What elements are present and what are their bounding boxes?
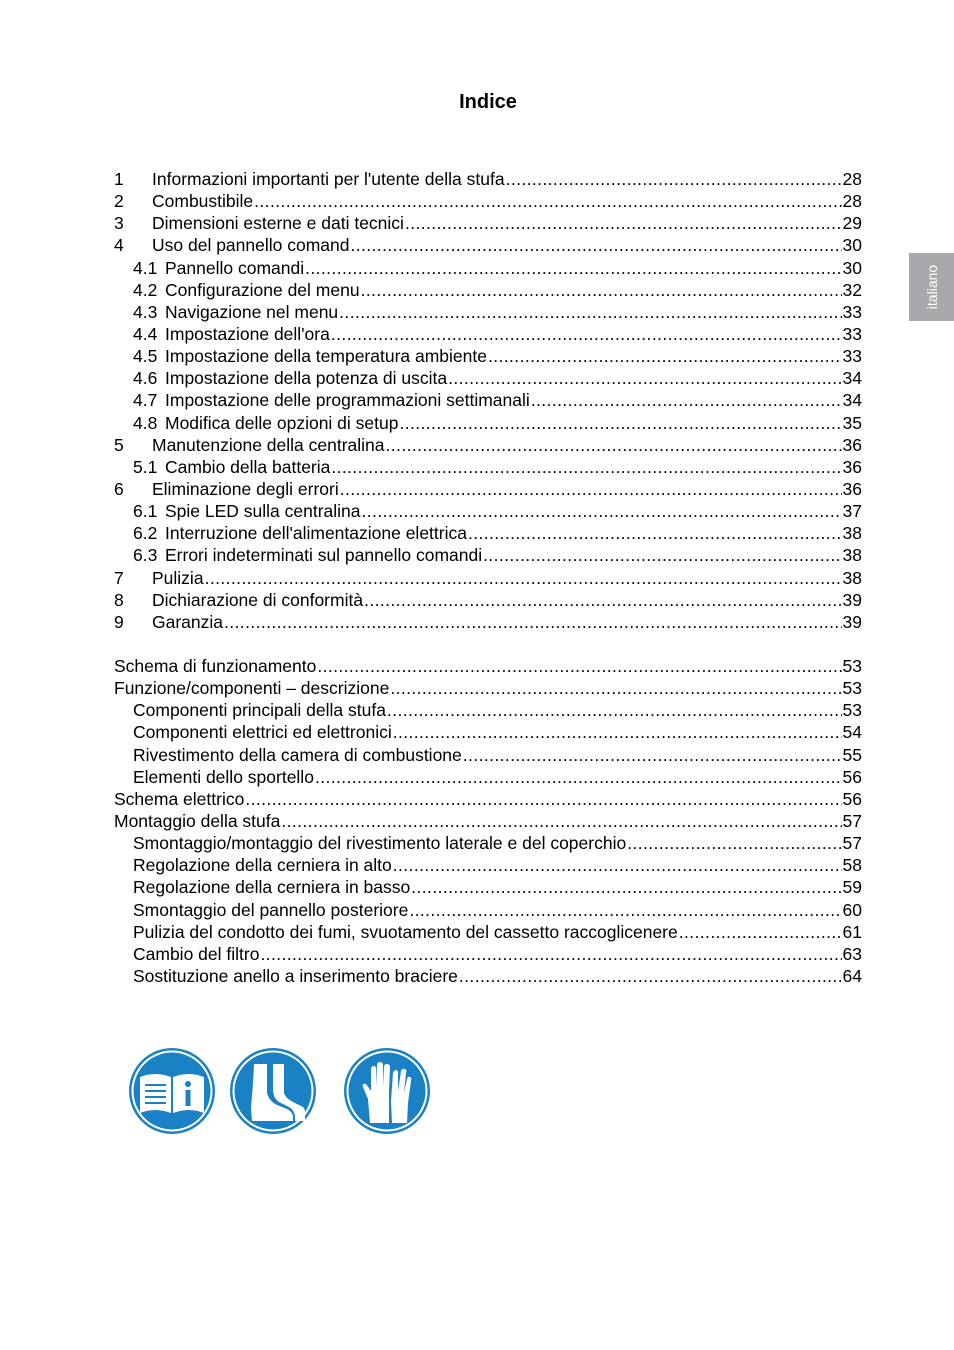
toc-entry-page: 30 [842,257,862,278]
toc-entry-title: Pannello comandi [165,257,305,278]
toc-dot-leader [399,412,841,434]
toc-entry-number: 2 [114,191,124,212]
toc-entry-page: 54 [842,722,862,743]
toc-entry-page: 60 [842,899,862,920]
toc-entry-page: 36 [842,434,862,455]
toc-dot-leader [468,522,842,544]
toc-dot-leader [340,478,842,500]
toc-entry-title: Pulizia del condotto dei fumi, svuotamento del cassetto raccoglicenere [133,921,678,942]
toc-dot-leader [361,279,842,301]
toc-entry [114,279,862,301]
toc-entry [114,611,862,633]
toc-entry [114,788,862,810]
toc-entry-title: Montaggio della stufa [114,810,281,831]
toc-entry-title: Impostazione dell'ora [165,323,330,344]
toc-dot-leader [362,500,842,522]
toc-dot-leader [483,544,841,566]
toc-entry-page: 64 [842,965,862,986]
toc-entry-number: 7 [114,567,124,588]
toc-entry-title: Configurazione del menu [165,279,360,300]
toc-dot-leader [506,168,842,190]
toc-entry-page: 35 [842,412,862,433]
toc-entry-number: 4.4 [133,323,158,344]
toc-dot-leader [409,899,841,921]
toc-entry-title: Interruzione dell'alimentazione elettrica [165,523,467,544]
toc-entry-page: 38 [842,567,862,588]
toc-entry-number: 4.6 [133,368,158,389]
toc-entry-title: Pulizia [152,567,204,588]
toc-entry [114,943,862,965]
toc-entry-page: 58 [842,855,862,876]
toc-entry [114,500,862,522]
toc-entry-title: Errori indeterminati sul pannello comandi [165,545,483,566]
toc-dot-leader [331,456,841,478]
toc-entry-title: Cambio del filtro [133,943,260,964]
toc-entry [114,434,862,456]
toc-entry-number: 4.8 [133,412,158,433]
toc-entry [114,832,862,854]
toc-entry-page: 53 [842,678,862,699]
toc-entry-page: 30 [842,235,862,256]
toc-entry-title: Regolazione della cerniera in basso [133,877,411,898]
toc-dot-leader [224,611,842,633]
toc-entry-page: 39 [842,611,862,632]
toc-entry [114,744,862,766]
toc-entry [114,389,862,411]
toc-entry-title: Smontaggio/montaggio del rivestimento laterale e del coperchio [133,833,627,854]
toc-entry-page: 61 [842,921,862,942]
toc-dot-leader [315,766,842,788]
toc-entry-title: Uso del pannello comand [152,235,350,256]
read-manual-icon [128,1047,216,1135]
toc-entry-title: Dichiarazione di conformità [152,589,364,610]
toc-entry-page: 29 [842,213,862,234]
toc-dot-leader [405,212,842,234]
toc-entry [114,301,862,323]
safety-boots-icon [229,1047,317,1135]
toc-entry-title: Modifica delle opzioni di setup [165,412,399,433]
toc-entry-title: Funzione/componenti – descrizione [114,678,390,699]
toc-entry-title: Cambio della batteria [165,456,331,477]
toc-dot-leader [411,876,841,898]
toc-entry-page: 57 [842,810,862,831]
toc-entry [114,522,862,544]
toc-entry [114,854,862,876]
toc-entry [114,965,862,987]
toc-entry-page: 63 [842,943,862,964]
language-tab-label: italiano [923,264,940,310]
language-tab [909,253,954,321]
toc-entry-number: 8 [114,589,124,610]
toc-entry-page: 38 [842,523,862,544]
toc-dot-leader [679,921,842,943]
toc-entry-number: 6.2 [133,523,158,544]
toc-dot-leader [260,943,841,965]
toc-entry-page: 28 [842,191,862,212]
toc-entry [114,367,862,389]
toc-entry-title: Combustibile [152,191,254,212]
toc-entry [114,190,862,212]
toc-entry-page: 33 [842,301,862,322]
toc-dot-leader [488,345,842,367]
toc-entry [114,168,862,190]
toc-entry-number: 9 [114,611,124,632]
toc-entry-title: Smontaggio del pannello posteriore [133,899,409,920]
toc-entry [114,567,862,589]
toc-dot-leader [254,190,841,212]
toc-entry [114,899,862,921]
toc-entry-number: 4 [114,235,124,256]
toc-dot-leader [245,788,841,810]
toc-dot-leader [448,367,841,389]
toc-entry-page: 53 [842,655,862,676]
toc-entry-page: 57 [842,833,862,854]
toc-entry [114,677,862,699]
toc-dot-leader [331,323,842,345]
toc-entry-page: 36 [842,456,862,477]
toc-entry [114,345,862,367]
toc-entry-page: 55 [842,744,862,765]
toc-entry-title: Impostazione della temperatura ambiente [165,346,487,367]
toc-dot-leader [459,965,842,987]
toc-entry-page: 56 [842,766,862,787]
toc-entry-page: 28 [842,169,862,189]
toc-dot-leader [351,234,842,256]
toc-entry [114,655,862,677]
toc-dot-leader [364,589,841,611]
toc-entry-page: 33 [842,323,862,344]
toc-dot-leader [317,655,841,677]
toc-entry-title: Elementi dello sportello [133,766,314,787]
toc-entry-page: 53 [842,700,862,721]
toc-entry-title: Eliminazione degli errori [152,478,339,499]
toc-dot-leader [339,301,841,323]
toc-entry-page: 59 [842,877,862,898]
toc-entry-title: Spie LED sulla centralina [165,501,361,522]
toc-entry-page: 37 [842,501,862,522]
toc-entry-page: 33 [842,346,862,367]
safety-gloves-icon [343,1047,431,1135]
toc-dot-leader [393,854,842,876]
toc-entry [114,921,862,943]
toc-entry-title: Sostituzione anello a inserimento braciere [133,965,458,986]
toc-entry [114,478,862,500]
toc-dot-leader [393,721,842,743]
toc-entry [114,257,862,279]
toc-entry [114,412,862,434]
toc-entry-title: Schema elettrico [114,788,245,809]
toc-entry-number: 3 [114,213,124,234]
toc-entry-number: 4.2 [133,279,158,300]
toc-dot-leader [205,567,842,589]
toc-entry-title: Impostazione delle programmazioni settimanali [165,390,530,411]
toc-entry-title: Impostazione della potenza di uscita [165,368,448,389]
toc-entry-number: 4.1 [133,257,158,278]
toc-entry-number: 4.5 [133,346,158,367]
toc-entry [114,810,862,832]
page-title: Indice [459,91,517,113]
toc-dot-leader [386,434,842,456]
table-of-contents [114,168,862,987]
toc-entry-number: 4.7 [133,390,158,411]
toc-entry-title: Regolazione della cerniera in alto [133,855,392,876]
toc-entry [114,699,862,721]
toc-entry-page: 56 [842,788,862,809]
toc-entry-number: 6.1 [133,501,158,522]
toc-dot-leader [281,810,841,832]
toc-entry [114,234,862,256]
toc-entry-page: 32 [842,279,862,300]
toc-entry-title: Manutenzione della centralina [152,434,385,455]
toc-entry-title: Componenti principali della stufa [133,700,386,721]
toc-entry-title: Componenti elettrici ed elettronici [133,722,392,743]
toc-entry-number: 4.3 [133,301,158,322]
toc-entry-title: Dimensioni esterne e dati tecnici [152,213,404,234]
toc-entry-title: Navigazione nel menu [165,301,339,322]
toc-entry-page: 36 [842,478,862,499]
toc-entry-number: 6 [114,478,124,499]
toc-dot-leader [387,699,842,721]
toc-entry-number: 1 [114,169,124,189]
toc-entry [114,721,862,743]
toc-entry-page: 34 [842,368,862,389]
toc-entry [114,766,862,788]
toc-entry [114,212,862,234]
toc-entry-number: 5 [114,434,124,455]
toc-entry-title: Rivestimento della camera di combustione [133,744,462,765]
toc-entry-number: 6.3 [133,545,158,566]
toc-entry [114,589,862,611]
toc-entry-title: Informazioni importanti per l'utente della stufa [152,169,505,189]
toc-dot-leader [531,389,842,411]
toc-entry-page: 38 [842,545,862,566]
toc-entry [114,876,862,898]
toc-dot-leader [390,677,841,699]
toc-dot-leader [627,832,841,854]
toc-entry [114,456,862,478]
toc-entry [114,323,862,345]
toc-entry [114,544,862,566]
toc-entry-number: 5.1 [133,456,158,477]
toc-dot-leader [305,257,841,279]
toc-entry-page: 39 [842,589,862,610]
toc-dot-leader [463,744,842,766]
toc-entry-page: 34 [842,390,862,411]
toc-entry-title: Schema di funzionamento [114,655,317,676]
toc-entry-title: Garanzia [152,611,224,632]
